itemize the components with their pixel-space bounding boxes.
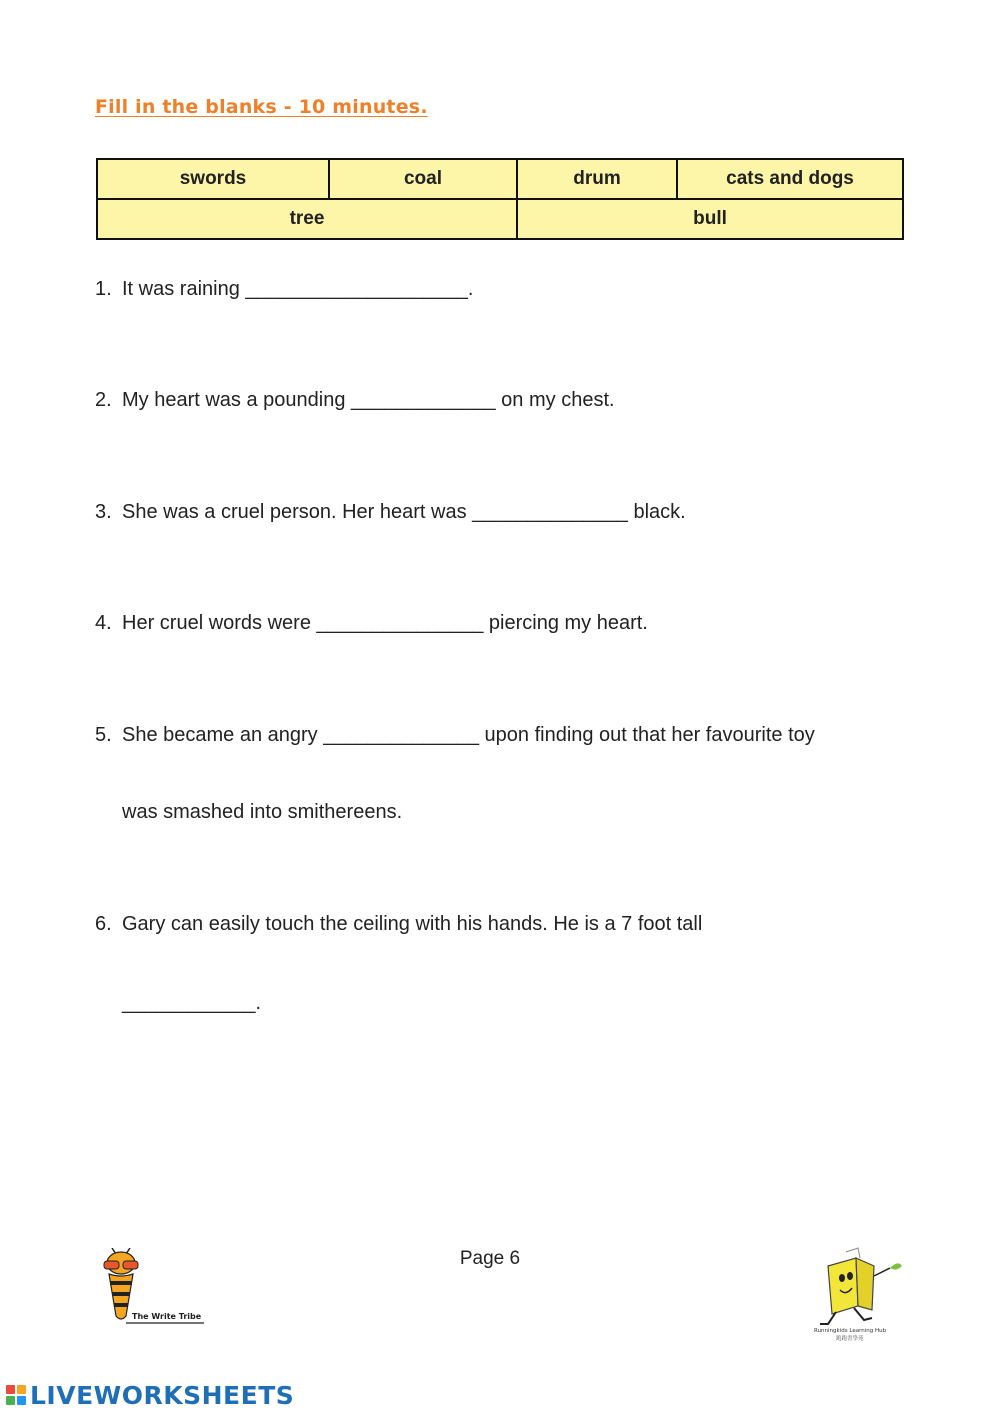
- liveworksheets-brand[interactable]: LIVEWORKSHEETS: [30, 1380, 295, 1410]
- question-2: [95, 389, 615, 412]
- question-number: 3.: [95, 501, 112, 523]
- word-bank-cell: tree: [97, 199, 517, 239]
- question-number: 6.: [95, 913, 112, 935]
- runningkids-caption-cjk: 跑跑書學苑: [836, 1336, 864, 1342]
- page-number: Page 6: [459, 1248, 521, 1269]
- runningkids-caption: Runningkids Learning Hub: [814, 1328, 887, 1334]
- question-5-continuation: was smashed into smithereens.: [122, 801, 403, 823]
- question-number: 4.: [95, 612, 112, 634]
- word-bank-cell: bull: [517, 199, 903, 239]
- question-number: 5.: [95, 724, 112, 746]
- worksheet-title: Fill in the blanks - 10 minutes.: [95, 96, 428, 118]
- write-tribe-bee-logo: [96, 1248, 211, 1328]
- runningkids-book-logo: [806, 1244, 910, 1344]
- word-bank-cell: drum: [517, 159, 677, 199]
- word-bank-row: [97, 199, 903, 239]
- question-6-continuation[interactable]: ____________.: [122, 992, 262, 1014]
- question-number: 1.: [95, 278, 112, 300]
- question-text[interactable]: It was raining ____________________.: [122, 278, 474, 300]
- question-text[interactable]: She became an angry ______________ upon finding out that her favourite toy: [122, 724, 815, 746]
- liveworksheets-icon: [6, 1385, 26, 1405]
- liveworksheets-footer: [6, 1378, 294, 1412]
- question-text[interactable]: She was a cruel person. Her heart was ______________ black.: [122, 501, 686, 523]
- word-bank-row: [97, 159, 903, 199]
- word-bank-cell: cats and dogs: [677, 159, 903, 199]
- word-bank-cell: coal: [329, 159, 517, 199]
- question-text: Gary can easily touch the ceiling with his hands. He is a 7 foot tall: [122, 913, 703, 935]
- question-3: [95, 501, 686, 524]
- write-tribe-caption: The Write Tribe: [132, 1312, 202, 1321]
- question-5: [95, 724, 815, 747]
- question-text[interactable]: My heart was a pounding _____________ on my chest.: [122, 389, 615, 411]
- word-bank-cell: swords: [97, 159, 329, 199]
- question-4: [95, 612, 648, 635]
- word-bank-table: [96, 158, 904, 240]
- question-6: [95, 913, 702, 936]
- question-number: 2.: [95, 389, 112, 411]
- question-text[interactable]: Her cruel words were _______________ piercing my heart.: [122, 612, 648, 634]
- question-1: [95, 278, 473, 301]
